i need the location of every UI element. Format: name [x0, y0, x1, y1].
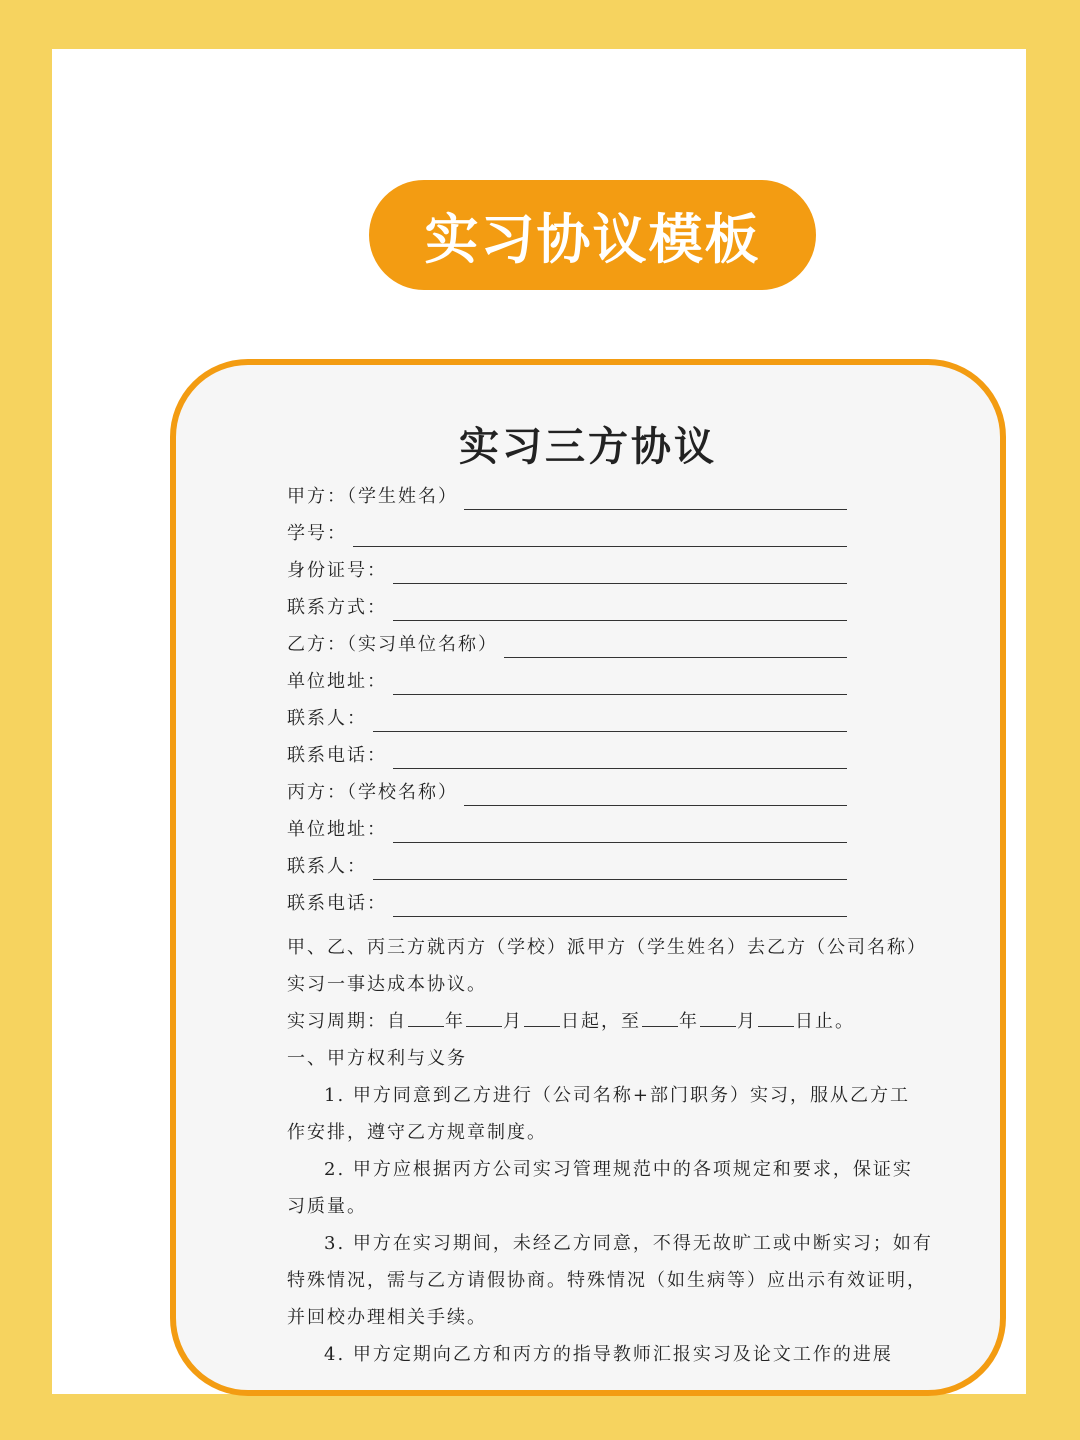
field-underline — [353, 545, 847, 547]
field-contact — [287, 593, 847, 623]
blank-line — [408, 1025, 444, 1027]
page-background — [52, 49, 1026, 1394]
field-party-c-name — [287, 778, 847, 808]
field-underline — [464, 508, 847, 510]
intro-line-1: 甲、乙、丙三方就丙方（学校）派甲方（学生姓名）去乙方（公司名称） — [287, 937, 927, 958]
blank-line — [466, 1025, 502, 1027]
period-day2: 日止。 — [795, 1011, 855, 1032]
field-label: 单位地址： — [287, 671, 387, 692]
field-underline — [373, 730, 847, 732]
banner-title: 实习协议模板 — [369, 180, 816, 290]
field-party-c-phone — [287, 889, 847, 919]
field-party-b-address — [287, 667, 847, 697]
field-underline — [393, 619, 847, 621]
item-3-line-1: 3. 甲方在实习期间，未经乙方同意，不得无故旷工或中断实习；如有 — [324, 1233, 933, 1254]
document-preview — [170, 359, 1006, 1396]
document-title: 实习三方协议 — [459, 423, 717, 470]
period-prefix: 实习周期：自 — [287, 1011, 407, 1032]
internship-period — [287, 1007, 855, 1033]
field-party-c-address — [287, 815, 847, 845]
blank-line — [700, 1025, 736, 1027]
item-2-line-2: 习质量。 — [287, 1196, 367, 1217]
intro-line-2: 实习一事达成本协议。 — [287, 974, 487, 995]
field-party-a-name — [287, 482, 847, 512]
field-party-b-contact-person — [287, 704, 847, 734]
field-label: 联系方式： — [287, 597, 387, 618]
period-month1: 月 — [503, 1011, 523, 1032]
blank-line — [524, 1025, 560, 1027]
field-label: 联系人： — [287, 856, 367, 877]
field-party-c-contact-person — [287, 852, 847, 882]
field-label: 身份证号： — [287, 560, 387, 581]
item-2-line-1: 2. 甲方应根据丙方公司实习管理规范中的各项规定和要求，保证实 — [324, 1159, 913, 1180]
field-label: 联系电话： — [287, 745, 387, 766]
field-label: 联系电话： — [287, 893, 387, 914]
period-year1: 年 — [445, 1011, 465, 1032]
period-day1: 日起，至 — [561, 1011, 641, 1032]
field-underline — [393, 693, 847, 695]
field-underline — [393, 767, 847, 769]
field-underline — [393, 841, 847, 843]
item-3-line-2: 特殊情况，需与乙方请假协商。特殊情况（如生病等）应出示有效证明， — [287, 1270, 927, 1291]
field-label: 学号： — [287, 523, 347, 544]
item-4-line-1: 4. 甲方定期向乙方和丙方的指导教师汇报实习及论文工作的进展 — [324, 1344, 893, 1365]
item-1-line-2: 作安排，遵守乙方规章制度。 — [287, 1122, 547, 1143]
field-underline — [373, 878, 847, 880]
field-underline — [393, 582, 847, 584]
section-1-heading: 一、甲方权利与义务 — [287, 1048, 467, 1069]
field-party-b-name — [287, 630, 847, 660]
field-id-number — [287, 556, 847, 586]
blank-line — [758, 1025, 794, 1027]
field-label: 甲方：（学生姓名） — [287, 486, 458, 507]
period-year2: 年 — [679, 1011, 699, 1032]
blank-line — [642, 1025, 678, 1027]
field-underline — [464, 804, 847, 806]
field-party-b-phone — [287, 741, 847, 771]
field-underline — [393, 915, 847, 917]
period-month2: 月 — [737, 1011, 757, 1032]
item-1-line-1: 1. 甲方同意到乙方进行（公司名称+部门职务）实习，服从乙方工 — [324, 1085, 910, 1106]
field-label: 单位地址： — [287, 819, 387, 840]
field-underline — [504, 656, 847, 658]
field-student-id — [287, 519, 847, 549]
item-3-line-3: 并回校办理相关手续。 — [287, 1307, 487, 1328]
field-label: 丙方：（学校名称） — [287, 782, 458, 803]
field-label: 乙方：（实习单位名称） — [287, 634, 498, 655]
field-label: 联系人： — [287, 708, 367, 729]
